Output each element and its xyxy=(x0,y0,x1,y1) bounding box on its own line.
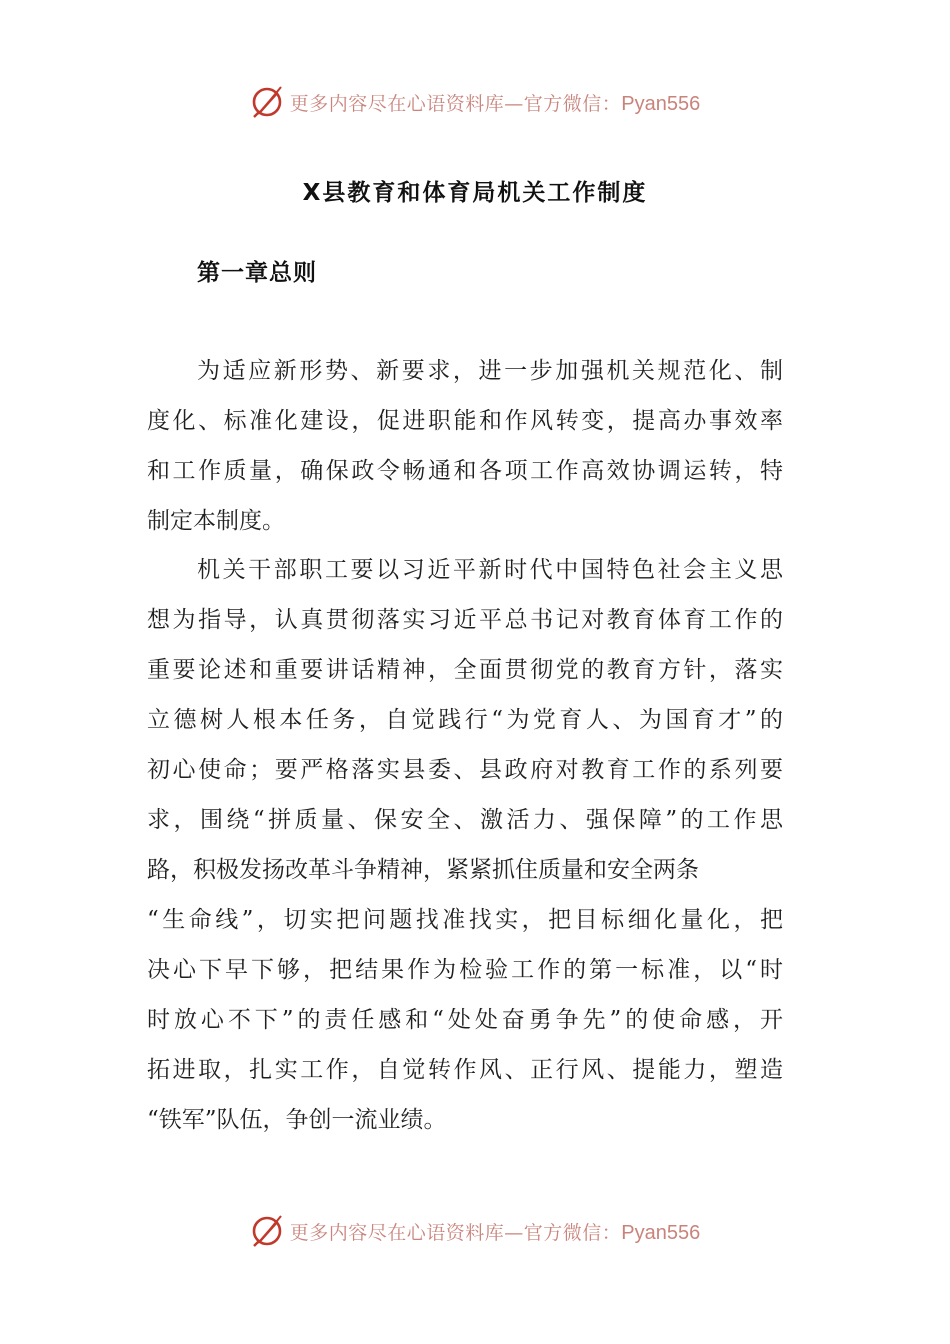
paragraph-line: “生命线”，切实把问题找准找实，把目标细化量化，把 xyxy=(147,907,783,933)
chapter-heading: 第一章总则 xyxy=(197,260,317,286)
paragraph-line: 决心下早下够，把结果作为检验工作的第一标准，以“时 xyxy=(147,957,783,983)
wechat-handle: Pyan556 xyxy=(621,1221,701,1244)
paragraph-line: “铁军”队伍，争创一流业绩。 xyxy=(147,1107,447,1133)
paragraph-2 xyxy=(147,545,783,1145)
paragraph-line: 拓进取，扎实工作，自觉转作风、正行风、提能力，塑造 xyxy=(147,1057,783,1083)
header-watermark-banner xyxy=(0,80,950,124)
paragraph-line: 机关干部职工要以习近平新时代中国特色社会主义思 xyxy=(197,557,783,583)
quill-pen-icon xyxy=(250,84,286,120)
paragraph-line: 路，积极发扬改革斗争精神，紧紧抓住质量和安全两条 xyxy=(147,857,699,883)
paragraph-line: 想为指导，认真贯彻落实习近平总书记对教育体育工作的 xyxy=(147,607,783,633)
paragraph-line: 求，围绕“拼质量、保安全、激活力、强保障”的工作思 xyxy=(147,807,783,833)
document-title: X县教育和体育局机关工作制度 xyxy=(302,180,648,206)
watermark-text: 更多内容尽在心语资料库—官方微信：Pyan556 xyxy=(289,1221,701,1244)
paragraph-line: 初心使命；要严格落实县委、县政府对教育工作的系列要 xyxy=(147,757,783,783)
paragraph-line: 和工作质量，确保政令畅通和各项工作高效协调运转，特 xyxy=(147,458,783,484)
watermark-text: 更多内容尽在心语资料库—官方微信：Pyan556 xyxy=(289,92,701,115)
wechat-handle: Pyan556 xyxy=(621,92,701,115)
paragraph-1 xyxy=(147,346,783,546)
quill-pen-icon xyxy=(250,1213,286,1249)
paragraph-line: 为适应新形势、新要求，进一步加强机关规范化、制 xyxy=(197,358,783,384)
paragraph-line: 重要论述和重要讲话精神，全面贯彻党的教育方针，落实 xyxy=(147,657,783,683)
paragraph-line: 度化、标准化建设，促进职能和作风转变，提高办事效率 xyxy=(147,408,783,434)
paragraph-line: 制定本制度。 xyxy=(147,508,285,534)
paragraph-line: 立德树人根本任务，自觉践行“为党育人、为国育才”的 xyxy=(147,707,783,733)
paragraph-line: 时放心不下”的责任感和“处处奋勇争先”的使命感，开 xyxy=(147,1007,783,1033)
footer-watermark-banner xyxy=(0,1209,950,1253)
